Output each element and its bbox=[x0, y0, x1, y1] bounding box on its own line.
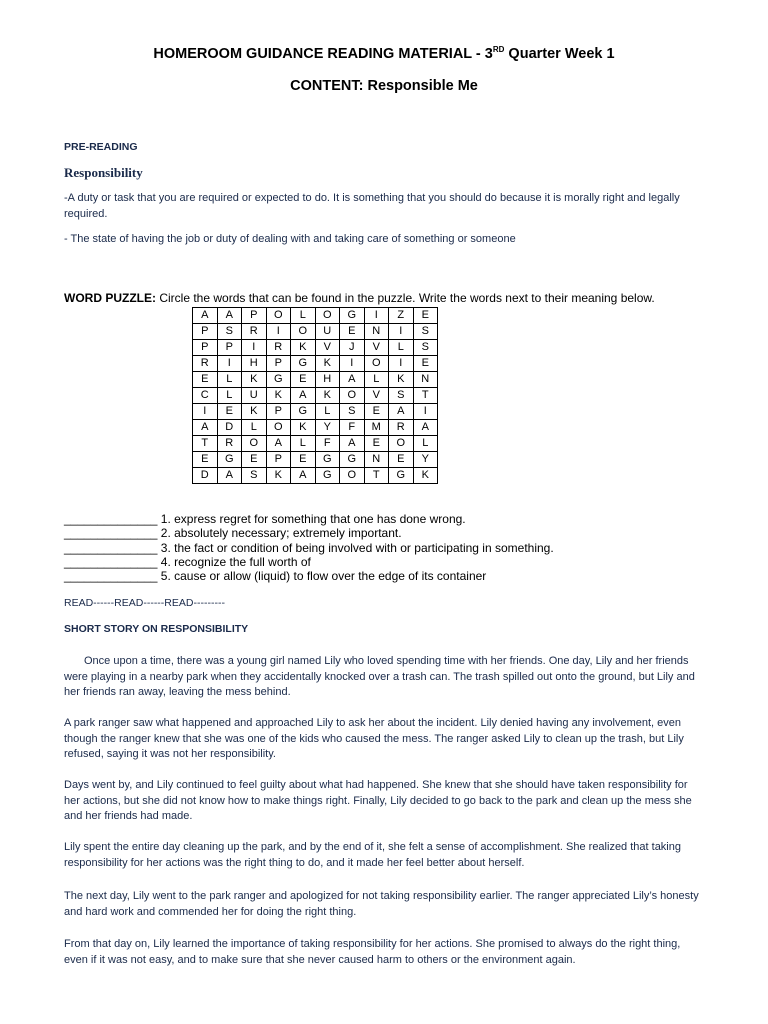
answer-blank[interactable]: ______________ bbox=[64, 526, 158, 541]
grid-cell[interactable]: G bbox=[266, 372, 291, 388]
grid-cell[interactable]: P bbox=[242, 308, 267, 324]
grid-cell[interactable]: A bbox=[389, 404, 414, 420]
grid-cell[interactable]: I bbox=[413, 404, 438, 420]
story-paragraph-5: The next day, Lily went to the park ranger and apologized for not taking responsibility earlier. The ranger appreciated Lily’s honesty and hard work and commended her for doing the right thing. bbox=[64, 890, 699, 918]
puzzle-label: WORD PUZZLE: bbox=[64, 291, 156, 305]
grid-cell[interactable]: K bbox=[266, 468, 291, 484]
grid-cell[interactable]: O bbox=[340, 388, 365, 404]
grid-cell[interactable]: E bbox=[242, 452, 267, 468]
grid-cell[interactable]: A bbox=[291, 388, 316, 404]
grid-cell[interactable]: K bbox=[389, 372, 414, 388]
grid-cell[interactable]: N bbox=[364, 452, 389, 468]
grid-cell[interactable]: G bbox=[291, 404, 316, 420]
grid-cell[interactable]: I bbox=[389, 324, 414, 340]
title-superscript: RD bbox=[492, 45, 505, 54]
grid-cell[interactable]: K bbox=[291, 340, 316, 356]
grid-cell[interactable]: K bbox=[315, 356, 340, 372]
grid-cell[interactable]: S bbox=[413, 324, 438, 340]
grid-row bbox=[193, 356, 438, 372]
grid-cell[interactable]: R bbox=[217, 436, 242, 452]
grid-cell[interactable]: F bbox=[315, 436, 340, 452]
grid-cell[interactable]: N bbox=[364, 324, 389, 340]
clue-text: 1. express regret for something that one has done wrong. bbox=[160, 512, 466, 526]
clue-list bbox=[64, 512, 554, 583]
grid-cell[interactable]: R bbox=[389, 420, 414, 436]
story-paragraph-2: A park ranger saw what happened and approached Lily to ask her about the incident. Lily denied having any involvement, even though the ranger knew that she was one of the kids who caused the mess. The ranger asked Lily to clean up the trash, but Lily refused, saying it was not her responsibility. bbox=[64, 717, 684, 760]
grid-cell[interactable]: L bbox=[413, 436, 438, 452]
grid-cell[interactable]: T bbox=[413, 388, 438, 404]
grid-cell[interactable]: S bbox=[413, 340, 438, 356]
clue-item bbox=[64, 541, 554, 555]
grid-cell[interactable]: L bbox=[291, 436, 316, 452]
grid-cell[interactable]: L bbox=[291, 308, 316, 324]
grid-cell[interactable]: V bbox=[315, 340, 340, 356]
grid-row bbox=[193, 324, 438, 340]
grid-cell[interactable]: A bbox=[291, 468, 316, 484]
grid-cell[interactable]: A bbox=[217, 308, 242, 324]
grid-cell[interactable]: R bbox=[242, 324, 267, 340]
pre-reading-label: PRE-READING bbox=[64, 141, 138, 153]
grid-cell[interactable]: R bbox=[193, 356, 218, 372]
grid-cell[interactable]: A bbox=[266, 436, 291, 452]
title-tail: Quarter Week 1 bbox=[504, 46, 615, 62]
grid-cell[interactable]: E bbox=[413, 356, 438, 372]
grid-cell[interactable]: R bbox=[266, 340, 291, 356]
grid-cell[interactable]: G bbox=[340, 308, 365, 324]
grid-cell[interactable]: A bbox=[217, 468, 242, 484]
grid-cell[interactable]: I bbox=[266, 324, 291, 340]
grid-cell[interactable]: D bbox=[217, 420, 242, 436]
grid-cell[interactable]: E bbox=[291, 452, 316, 468]
grid-cell[interactable]: P bbox=[193, 324, 218, 340]
grid-cell[interactable]: E bbox=[413, 308, 438, 324]
grid-cell[interactable]: G bbox=[340, 452, 365, 468]
grid-cell[interactable]: E bbox=[364, 404, 389, 420]
grid-cell[interactable]: O bbox=[266, 420, 291, 436]
grid-cell[interactable]: S bbox=[340, 404, 365, 420]
story-paragraph-4: Lily spent the entire day cleaning up the park, and by the end of it, she felt a sense of accomplishment. She realized that taking responsibility for her actions was the right thing to do, and it made her feel better about herself. bbox=[64, 841, 681, 869]
title-main: HOMEROOM GUIDANCE READING MATERIAL - 3 bbox=[153, 46, 493, 62]
story-paragraph-6: From that day on, Lily learned the importance of taking responsibility for her actions. She promised to always do the right thing, even if it was not easy, and to make sure that she never caused harm to others or the environment again. bbox=[64, 938, 681, 966]
clue-text: 4. recognize the full worth of bbox=[160, 554, 311, 569]
grid-cell[interactable]: G bbox=[315, 452, 340, 468]
grid-cell[interactable]: O bbox=[242, 436, 267, 452]
grid-cell[interactable]: A bbox=[413, 420, 438, 436]
grid-row bbox=[193, 436, 438, 452]
clue-item bbox=[64, 569, 554, 583]
grid-cell[interactable]: E bbox=[364, 436, 389, 452]
grid-row bbox=[193, 308, 438, 324]
grid-cell[interactable]: S bbox=[242, 468, 267, 484]
grid-cell[interactable]: P bbox=[266, 452, 291, 468]
grid-cell[interactable]: Y bbox=[315, 420, 340, 436]
grid-cell[interactable]: T bbox=[364, 468, 389, 484]
grid-cell[interactable]: O bbox=[364, 356, 389, 372]
grid-cell[interactable]: K bbox=[315, 388, 340, 404]
content-line: CONTENT: Responsible Me bbox=[290, 78, 478, 94]
grid-cell[interactable]: I bbox=[389, 356, 414, 372]
clue-text: 2. absolutely necessary; extremely important. bbox=[160, 526, 402, 541]
grid-cell[interactable]: P bbox=[217, 340, 242, 356]
grid-cell[interactable]: A bbox=[340, 436, 365, 452]
grid-cell[interactable]: L bbox=[315, 404, 340, 420]
grid-cell[interactable]: E bbox=[340, 324, 365, 340]
grid-cell[interactable]: I bbox=[193, 404, 218, 420]
grid-cell[interactable]: E bbox=[217, 404, 242, 420]
answer-blank[interactable]: ______________ bbox=[64, 554, 158, 569]
grid-cell[interactable]: V bbox=[364, 340, 389, 356]
grid-cell[interactable]: P bbox=[193, 340, 218, 356]
clue-item bbox=[64, 526, 554, 540]
answer-blank[interactable]: ______________ bbox=[64, 540, 158, 555]
grid-cell[interactable]: E bbox=[291, 372, 316, 388]
grid-cell[interactable]: I bbox=[217, 356, 242, 372]
grid-cell[interactable]: H bbox=[315, 372, 340, 388]
puzzle-instructions bbox=[64, 291, 655, 305]
grid-cell[interactable]: K bbox=[242, 404, 267, 420]
grid-cell[interactable]: L bbox=[364, 372, 389, 388]
grid-cell[interactable]: L bbox=[217, 372, 242, 388]
grid-cell[interactable]: T bbox=[193, 436, 218, 452]
grid-cell[interactable]: I bbox=[340, 356, 365, 372]
grid-row bbox=[193, 388, 438, 404]
grid-cell[interactable]: A bbox=[340, 372, 365, 388]
grid-row bbox=[193, 372, 438, 388]
answer-blank[interactable]: ______________ bbox=[64, 512, 158, 526]
grid-cell[interactable]: J bbox=[340, 340, 365, 356]
grid-cell[interactable]: P bbox=[266, 404, 291, 420]
grid-cell[interactable]: A bbox=[193, 420, 218, 436]
grid-cell[interactable]: G bbox=[315, 468, 340, 484]
grid-row bbox=[193, 420, 438, 436]
grid-cell[interactable]: K bbox=[413, 468, 438, 484]
grid-cell[interactable]: G bbox=[291, 356, 316, 372]
grid-cell[interactable]: E bbox=[389, 452, 414, 468]
clue-text: 3. the fact or condition of being involved with or participating in something. bbox=[160, 540, 554, 555]
word-search-grid bbox=[192, 307, 438, 484]
grid-cell[interactable]: O bbox=[389, 436, 414, 452]
story-heading: SHORT STORY ON RESPONSIBILITY bbox=[64, 623, 249, 635]
grid-cell[interactable]: O bbox=[291, 324, 316, 340]
grid-cell[interactable]: O bbox=[266, 308, 291, 324]
grid-cell[interactable]: Z bbox=[389, 308, 414, 324]
grid-cell[interactable]: U bbox=[242, 388, 267, 404]
grid-cell[interactable]: E bbox=[193, 452, 218, 468]
puzzle-instructions-text: Circle the words that can be found in the puzzle. Write the words next to their meaning below. bbox=[156, 291, 655, 305]
grid-cell[interactable]: C bbox=[193, 388, 218, 404]
grid-cell[interactable]: Y bbox=[413, 452, 438, 468]
grid-cell[interactable]: P bbox=[266, 356, 291, 372]
grid-cell[interactable]: A bbox=[193, 308, 218, 324]
grid-cell[interactable]: G bbox=[389, 468, 414, 484]
grid-cell[interactable]: D bbox=[193, 468, 218, 484]
grid-cell[interactable]: O bbox=[315, 308, 340, 324]
grid-cell[interactable]: V bbox=[364, 388, 389, 404]
grid-cell[interactable]: K bbox=[291, 420, 316, 436]
clue-item bbox=[64, 512, 554, 526]
grid-cell[interactable]: I bbox=[364, 308, 389, 324]
grid-cell[interactable]: H bbox=[242, 356, 267, 372]
grid-cell[interactable]: S bbox=[389, 388, 414, 404]
definition-2: - The state of having the job or duty of dealing with and taking care of something or someone bbox=[64, 233, 516, 245]
grid-row bbox=[193, 340, 438, 356]
grid-cell[interactable]: L bbox=[389, 340, 414, 356]
grid-row bbox=[193, 468, 438, 484]
definition-1: -A duty or task that you are required or expected to do. It is something that you should do because it is morally right and legally required. bbox=[64, 192, 680, 220]
grid-cell[interactable]: O bbox=[340, 468, 365, 484]
read-divider: READ------READ------READ--------- bbox=[64, 597, 225, 609]
grid-cell[interactable]: N bbox=[413, 372, 438, 388]
answer-blank[interactable]: ______________ bbox=[64, 569, 158, 584]
grid-cell[interactable]: E bbox=[193, 372, 218, 388]
grid-cell[interactable]: L bbox=[242, 420, 267, 436]
grid-cell[interactable]: G bbox=[217, 452, 242, 468]
story-paragraph-1: Once upon a time, there was a young girl named Lily who loved spending time with her friends. One day, Lily and her friends were playing in a nearby park when they accidentally knocked over a trash can. The trash spilled out onto the ground, but Lily and her friends ran away, leaving the mess behind. bbox=[64, 655, 695, 698]
term-heading: Responsibility bbox=[64, 165, 143, 180]
grid-cell[interactable]: L bbox=[217, 388, 242, 404]
page-title bbox=[0, 45, 768, 62]
grid-cell[interactable]: F bbox=[340, 420, 365, 436]
grid-cell[interactable]: S bbox=[217, 324, 242, 340]
grid-cell[interactable]: I bbox=[242, 340, 267, 356]
clue-text: 5. cause or allow (liquid) to flow over the edge of its container bbox=[160, 569, 487, 584]
grid-row bbox=[193, 404, 438, 420]
grid-cell[interactable]: U bbox=[315, 324, 340, 340]
grid-cell[interactable]: M bbox=[364, 420, 389, 436]
grid-cell[interactable]: K bbox=[266, 388, 291, 404]
clue-item bbox=[64, 555, 554, 569]
story-paragraph-3: Days went by, and Lily continued to feel guilty about what had happened. She knew that she should have taken responsibility for her actions, but she did not know how to make things right. Finally, Lily decided to go back to the park and clean up the mess she and her friends had made. bbox=[64, 779, 692, 822]
grid-row bbox=[193, 452, 438, 468]
grid-cell[interactable]: K bbox=[242, 372, 267, 388]
